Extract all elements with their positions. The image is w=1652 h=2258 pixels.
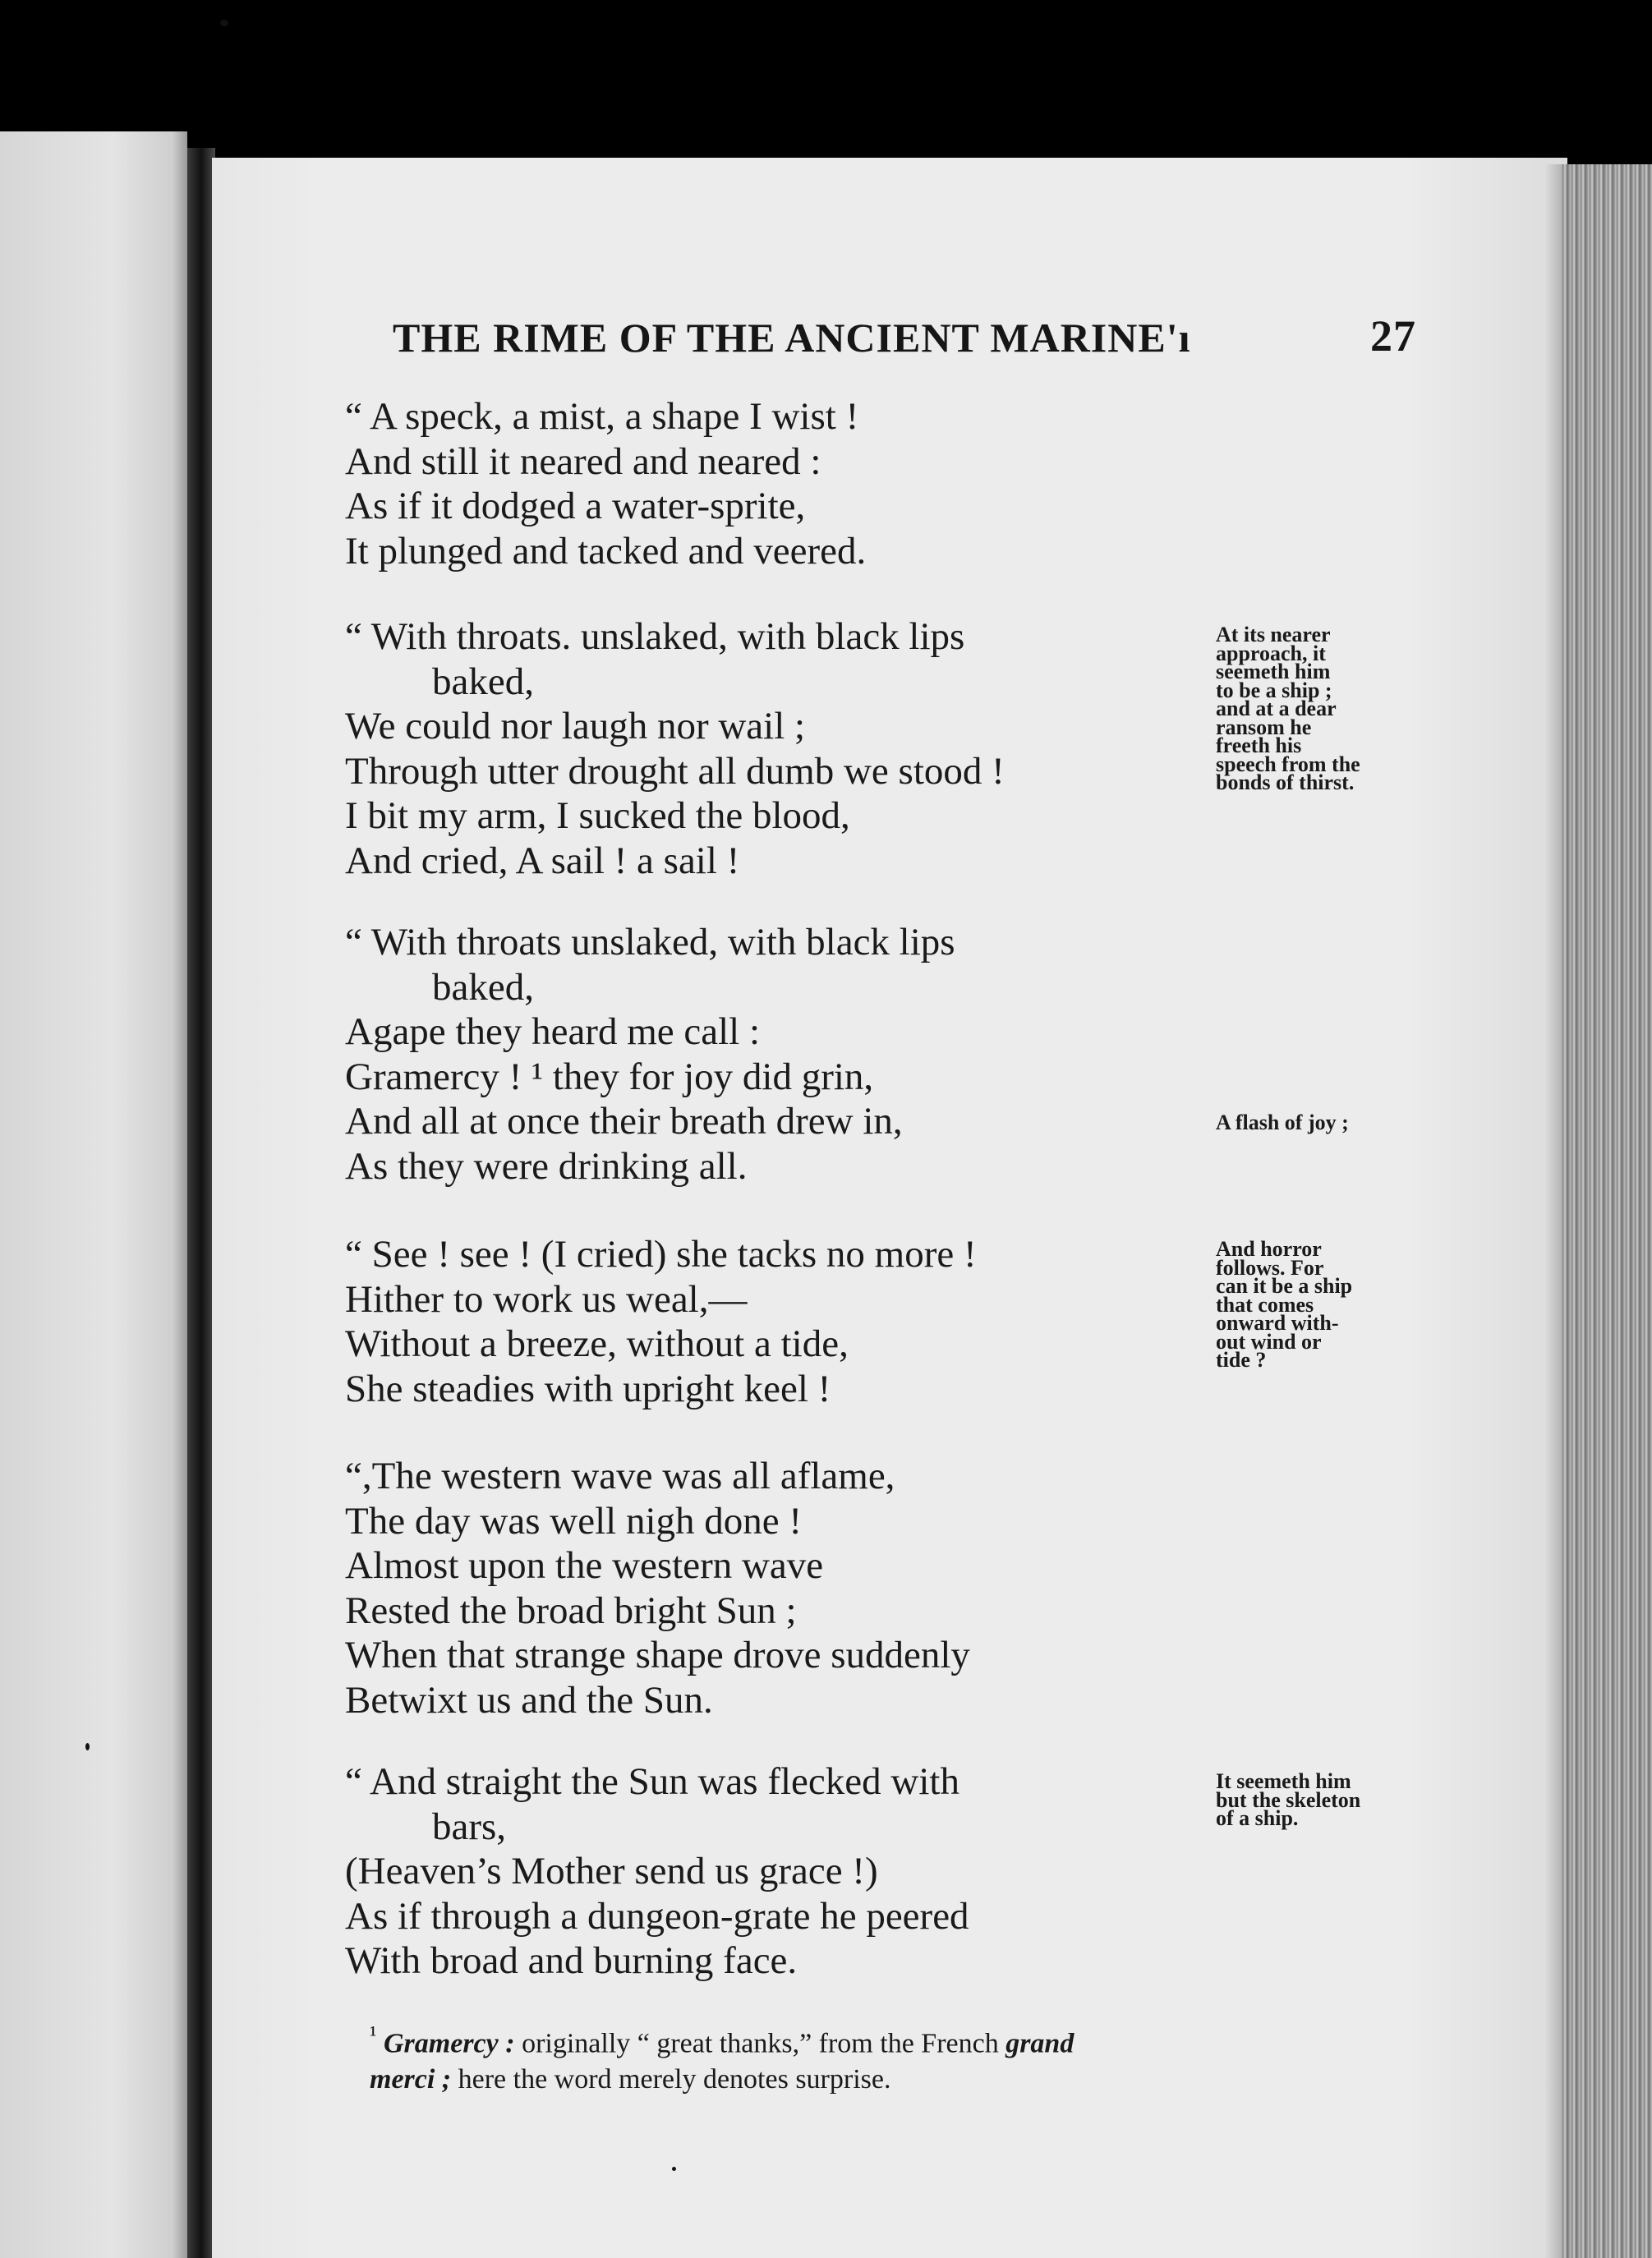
gloss-line: tide ?	[1216, 1348, 1267, 1372]
verse-line: “ With throats. unslaked, with black lips	[345, 615, 965, 658]
verse-line: “ With throats unslaked, with black lips	[345, 921, 955, 963]
page-number: 27	[1370, 311, 1416, 361]
verse-line: Without a breeze, without a tide,	[345, 1322, 849, 1365]
gloss-line: ransom he	[1216, 715, 1312, 739]
marginal-gloss	[1216, 1111, 1438, 1134]
stanza	[345, 1454, 970, 1722]
gloss-line: approach, it	[1216, 641, 1326, 665]
verse-line: Rested the broad bright Sun ;	[345, 1589, 797, 1632]
verse-line: She steadies with upright keel !	[345, 1367, 831, 1410]
verse-line: baked,	[432, 660, 534, 703]
marginal-gloss	[1216, 1237, 1438, 1372]
verse-line: Gramercy ! ¹ they for joy did grin,	[345, 1055, 874, 1098]
book-gutter	[187, 148, 215, 2258]
verse-line: And still it neared and neared :	[345, 439, 821, 483]
running-title: THE RIME OF THE ANCIENT MARINE'ı	[393, 315, 1191, 361]
footnote-text: here the word merely denotes surprise.	[458, 2064, 891, 2095]
verse-line: The day was well nigh done !	[345, 1499, 803, 1543]
stanza	[345, 394, 866, 573]
marginal-gloss	[1216, 1769, 1438, 1830]
verse-line: Hither to work us weal,—	[345, 1277, 748, 1321]
footnote-term: Gramercy :	[384, 2028, 515, 2059]
verse-line: Betwixt us and the Sun.	[345, 1678, 713, 1722]
verse-line: “ A speck, a mist, a shape I wist !	[345, 395, 859, 438]
gloss-line: follows. For	[1216, 1255, 1324, 1280]
gloss-line: of a ship.	[1216, 1806, 1299, 1830]
stanza	[345, 614, 1005, 883]
verse-line: “ See ! see ! (I cried) she tacks no more !	[345, 1233, 977, 1276]
verse-line: baked,	[432, 965, 534, 1009]
marginal-gloss	[1216, 623, 1438, 794]
gloss-line: out wind or	[1216, 1329, 1322, 1354]
footnote-line	[370, 2017, 1429, 2062]
verse-line: Almost upon the western wave	[345, 1544, 824, 1587]
verse-line: And cried, A sail ! a sail !	[345, 839, 740, 882]
dust-speck	[672, 2167, 676, 2171]
gloss-line: A flash of joy ;	[1216, 1111, 1349, 1134]
footnote-marker: ¹	[370, 2022, 377, 2048]
verse-line: “,The western wave was all aflame,	[345, 1455, 895, 1497]
gloss-line: onward with-	[1216, 1311, 1339, 1335]
dust-speck	[220, 20, 228, 26]
verse-line: We could nor laugh nor wail ;	[345, 705, 806, 747]
gloss-line: to be a ship ;	[1216, 678, 1332, 702]
gloss-line: freeth his	[1216, 734, 1302, 757]
stanza	[345, 920, 955, 1189]
gloss-line: And horror	[1216, 1237, 1322, 1261]
verse-line: Through utter drought all dumb we stood !	[345, 749, 1005, 793]
gloss-line: speech from the	[1216, 752, 1360, 776]
verse-line: With broad and burning face.	[345, 1939, 798, 1982]
gloss-line: can it be a ship	[1216, 1274, 1353, 1298]
gloss-line: and at a dear	[1216, 697, 1337, 720]
footnote-text: originally “ great thanks,” from the French	[522, 2028, 999, 2059]
gloss-line: seemeth him	[1216, 660, 1331, 683]
verse-line: As they were drinking all.	[345, 1144, 748, 1188]
gloss-line: bonds of thirst.	[1216, 770, 1355, 794]
page-block-edges	[1561, 164, 1652, 2258]
gloss-line: It seemeth him	[1216, 1769, 1351, 1793]
footnote	[370, 2017, 1429, 2098]
verse-line: (Heaven’s Mother send us grace !)	[345, 1850, 878, 1892]
footnote-term: merci ;	[370, 2064, 452, 2095]
gloss-line: that comes	[1216, 1292, 1314, 1317]
verse-line: As if through a dungeon-grate he peered	[345, 1894, 969, 1938]
facing-page-edge	[0, 131, 187, 2258]
footnote-term: grand	[1005, 2028, 1074, 2059]
gloss-line: At its nearer	[1216, 623, 1331, 646]
stanza	[345, 1232, 977, 1411]
verse-line: As if it dodged a water-sprite,	[345, 485, 806, 527]
verse-line: It plunged and tacked and veered.	[345, 529, 867, 573]
verse-line: When that strange shape drove suddenly	[345, 1634, 970, 1676]
gloss-line: but the skeleton	[1216, 1787, 1361, 1812]
footnote-line	[370, 2062, 1429, 2098]
verse-line: I bit my arm, I sucked the blood,	[345, 794, 850, 837]
verse-line: bars,	[432, 1805, 507, 1848]
dust-speck	[85, 1743, 90, 1750]
stanza	[345, 1759, 969, 1984]
verse-line: And all at once their breath drew in,	[345, 1100, 903, 1143]
verse-line: “ And straight the Sun was flecked with	[345, 1760, 959, 1803]
verse-line: Agape they heard me call :	[345, 1010, 761, 1053]
